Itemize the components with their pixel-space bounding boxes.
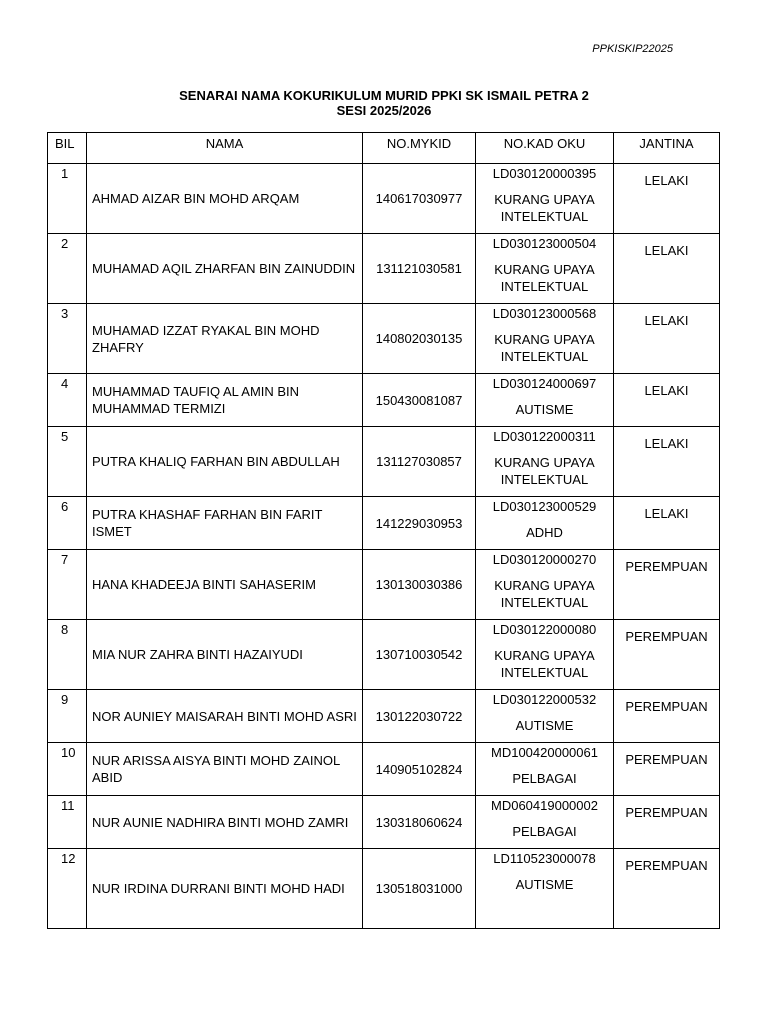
- cell-mykid: 130318060624: [363, 796, 476, 849]
- oku-category: KURANG UPAYA INTELEKTUAL: [494, 455, 595, 487]
- oku-category: AUTISME: [515, 877, 574, 892]
- header-bil: BIL: [48, 133, 87, 164]
- table-row: [48, 690, 720, 743]
- cell-nama: NOR AUNIEY MAISARAH BINTI MOHD ASRI: [87, 690, 363, 743]
- table-row: [48, 743, 720, 796]
- table-row: [48, 620, 720, 690]
- cell-nama: MUHAMAD IZZAT RYAKAL BIN MOHD ZHAFRY: [87, 304, 363, 374]
- cell-mykid: 141229030953: [363, 497, 476, 550]
- oku-card-number: LD030123000504: [492, 236, 597, 251]
- oku-category: PELBAGAI: [512, 771, 577, 786]
- cell-bil: 1: [48, 164, 87, 234]
- cell-nama: HANA KHADEEJA BINTI SAHASERIM: [87, 550, 363, 620]
- cell-kad-oku: [476, 690, 614, 743]
- cell-nama: MUHAMAD AQIL ZHARFAN BIN ZAINUDDIN: [87, 234, 363, 304]
- cell-kad-oku: [476, 304, 614, 374]
- oku-category: AUTISME: [515, 718, 574, 733]
- title-line-1: SENARAI NAMA KOKURIKULUM MURID PPKI SK ISMAIL PETRA 2: [179, 88, 589, 103]
- cell-nama: MIA NUR ZAHRA BINTI HAZAIYUDI: [87, 620, 363, 690]
- cell-kad-oku: [476, 497, 614, 550]
- oku-card-number: LD030120000270: [492, 552, 597, 567]
- cell-bil: 3: [48, 304, 87, 374]
- oku-card-number: LD030120000395: [492, 166, 597, 181]
- cell-kad-oku: [476, 550, 614, 620]
- cell-mykid: 130710030542: [363, 620, 476, 690]
- cell-jantina: LELAKI: [614, 164, 720, 234]
- oku-category: KURANG UPAYA INTELEKTUAL: [494, 262, 595, 294]
- cell-nama: NUR AUNIE NADHIRA BINTI MOHD ZAMRI: [87, 796, 363, 849]
- cell-bil: 12: [48, 849, 87, 929]
- cell-kad-oku: [476, 796, 614, 849]
- cell-nama: AHMAD AIZAR BIN MOHD ARQAM: [87, 164, 363, 234]
- cell-bil: 5: [48, 427, 87, 497]
- cell-bil: 8: [48, 620, 87, 690]
- oku-card-number: LD110523000078: [493, 851, 596, 866]
- table-row: [48, 374, 720, 427]
- cell-kad-oku: [476, 620, 614, 690]
- cell-bil: 4: [48, 374, 87, 427]
- cell-jantina: LELAKI: [614, 497, 720, 550]
- cell-kad-oku: [476, 234, 614, 304]
- cell-bil: 9: [48, 690, 87, 743]
- cell-jantina: PEREMPUAN: [614, 620, 720, 690]
- cell-mykid: 130122030722: [363, 690, 476, 743]
- oku-card-number: MD100420000061: [491, 745, 598, 760]
- header-mykid: NO.MYKID: [363, 133, 476, 164]
- cell-bil: 7: [48, 550, 87, 620]
- cell-mykid: 150430081087: [363, 374, 476, 427]
- cell-jantina: PEREMPUAN: [614, 743, 720, 796]
- cell-jantina: LELAKI: [614, 304, 720, 374]
- cell-jantina: PEREMPUAN: [614, 849, 720, 929]
- cell-bil: 6: [48, 497, 87, 550]
- oku-card-number: LD030122000311: [493, 429, 596, 444]
- cell-nama: MUHAMMAD TAUFIQ AL AMIN BIN MUHAMMAD TERMIZI: [87, 374, 363, 427]
- title-line-2: SESI 2025/2026: [336, 103, 432, 118]
- oku-category: KURANG UPAYA INTELEKTUAL: [494, 332, 595, 364]
- cell-bil: 2: [48, 234, 87, 304]
- table-header-row: [48, 133, 720, 164]
- cell-mykid: 131127030857: [363, 427, 476, 497]
- oku-card-number: LD030124000697: [492, 376, 597, 391]
- header-jantina: JANTINA: [614, 133, 720, 164]
- oku-card-number: LD030123000529: [492, 499, 597, 514]
- oku-category: KURANG UPAYA INTELEKTUAL: [494, 648, 595, 680]
- table-row: [48, 849, 720, 929]
- table-row: [48, 164, 720, 234]
- cell-jantina: LELAKI: [614, 234, 720, 304]
- cell-jantina: PEREMPUAN: [614, 550, 720, 620]
- table-row: [48, 497, 720, 550]
- document-title: [0, 88, 768, 118]
- oku-category: AUTISME: [515, 402, 574, 417]
- cell-mykid: 140905102824: [363, 743, 476, 796]
- cell-nama: PUTRA KHASHAF FARHAN BIN FARIT ISMET: [87, 497, 363, 550]
- cell-kad-oku: [476, 374, 614, 427]
- oku-card-number: LD030122000080: [492, 622, 597, 637]
- table-row: [48, 796, 720, 849]
- oku-category: KURANG UPAYA INTELEKTUAL: [494, 192, 595, 224]
- table-row: [48, 550, 720, 620]
- cell-mykid: 130518031000: [363, 849, 476, 929]
- oku-category: KURANG UPAYA INTELEKTUAL: [494, 578, 595, 610]
- cell-bil: 11: [48, 796, 87, 849]
- cell-kad-oku: [476, 743, 614, 796]
- cell-mykid: 131121030581: [363, 234, 476, 304]
- cell-jantina: PEREMPUAN: [614, 796, 720, 849]
- cell-jantina: LELAKI: [614, 427, 720, 497]
- student-list-table: [47, 132, 720, 929]
- table-row: [48, 427, 720, 497]
- cell-nama: NUR IRDINA DURRANI BINTI MOHD HADI: [87, 849, 363, 929]
- cell-jantina: LELAKI: [614, 374, 720, 427]
- document-reference-code: PPKISKIP22025: [592, 43, 673, 55]
- oku-category: ADHD: [526, 525, 563, 540]
- header-nama: NAMA: [87, 133, 363, 164]
- cell-mykid: 130130030386: [363, 550, 476, 620]
- table-row: [48, 234, 720, 304]
- oku-card-number: LD030122000532: [492, 692, 597, 707]
- table-row: [48, 304, 720, 374]
- cell-kad-oku: [476, 849, 614, 929]
- cell-kad-oku: [476, 164, 614, 234]
- oku-card-number: LD030123000568: [492, 306, 597, 321]
- cell-bil: 10: [48, 743, 87, 796]
- oku-card-number: MD060419000002: [491, 798, 598, 813]
- cell-jantina: PEREMPUAN: [614, 690, 720, 743]
- cell-mykid: 140802030135: [363, 304, 476, 374]
- cell-kad-oku: [476, 427, 614, 497]
- cell-nama: PUTRA KHALIQ FARHAN BIN ABDULLAH: [87, 427, 363, 497]
- oku-category: PELBAGAI: [512, 824, 577, 839]
- header-kad-oku: NO.KAD OKU: [476, 133, 614, 164]
- cell-mykid: 140617030977: [363, 164, 476, 234]
- cell-nama: NUR ARISSA AISYA BINTI MOHD ZAINOL ABID: [87, 743, 363, 796]
